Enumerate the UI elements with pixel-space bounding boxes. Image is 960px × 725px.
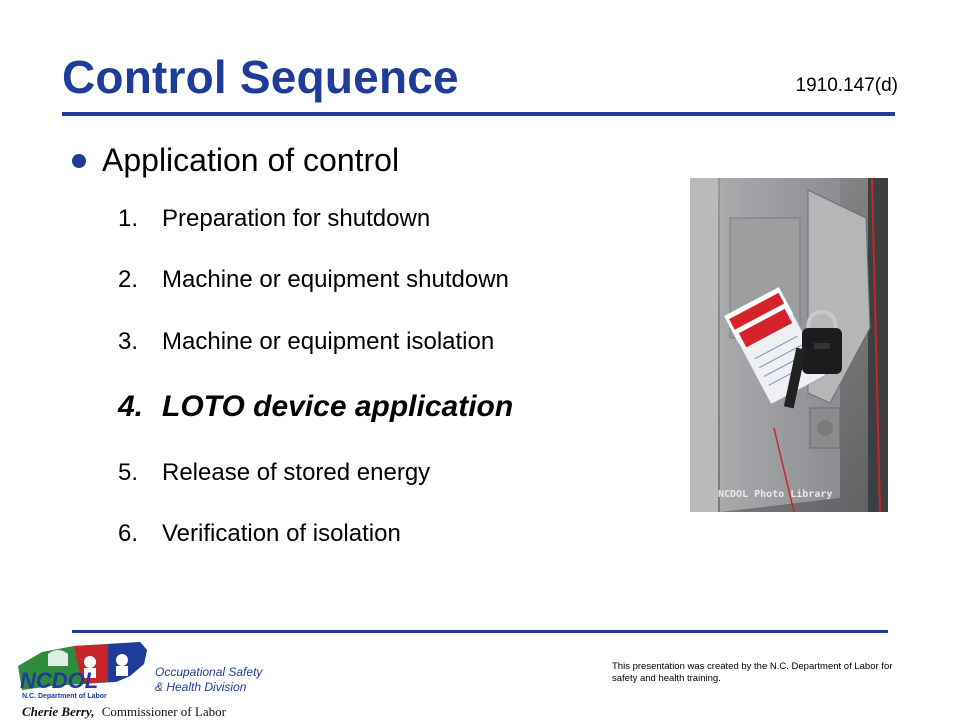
footer-divider: [72, 630, 888, 633]
step-number: 4.: [118, 390, 144, 423]
step-text: Machine or equipment shutdown: [162, 266, 509, 293]
step-text: Machine or equipment isolation: [162, 328, 495, 355]
logo-department: N.C. Department of Labor: [22, 693, 107, 700]
ncdol-logo: [12, 636, 272, 720]
title-divider: [62, 112, 895, 116]
step-item: [118, 459, 430, 487]
photo-caption: NCDOL Photo Library: [718, 489, 833, 500]
slide-title: Control Sequence: [62, 51, 459, 103]
step-text: LOTO device application: [162, 390, 514, 423]
step-item: [118, 205, 430, 233]
step-item: [118, 266, 509, 294]
division-name-line1: Occupational Safety: [155, 665, 263, 679]
main-bullet: [72, 142, 399, 179]
loto-photo: [690, 178, 888, 512]
step-text: Preparation for shutdown: [162, 205, 431, 232]
step-item: [118, 328, 494, 356]
step-number: 3.: [118, 328, 139, 355]
training-credit: This presentation was created by the N.C. Department of Labor for safety and health training.: [612, 661, 893, 684]
commissioner-name: Cherie Berry,: [22, 704, 95, 719]
lockout-tagout-illustration: [690, 178, 888, 512]
step-number: 5.: [118, 459, 139, 486]
step-number: 2.: [118, 266, 139, 293]
main-bullet-text: Application of control: [102, 142, 400, 178]
bullet-dot-icon: [72, 154, 86, 168]
logo-wordmark: NCDOL: [20, 668, 99, 693]
step-item-emphasized: [118, 390, 513, 424]
step-number: 1.: [118, 205, 139, 232]
step-text: Release of stored energy: [162, 459, 431, 486]
regulation-reference: 1910.147(d): [795, 75, 898, 96]
step-text: Verification of isolation: [162, 520, 401, 547]
commissioner-line: [22, 704, 227, 719]
division-name-line2: & Health Division: [155, 680, 247, 694]
step-item: [118, 520, 401, 548]
step-number: 6.: [118, 520, 139, 547]
nc-state-logo-graphic: [12, 636, 272, 720]
commissioner-title: Commissioner of Labor: [101, 704, 226, 719]
